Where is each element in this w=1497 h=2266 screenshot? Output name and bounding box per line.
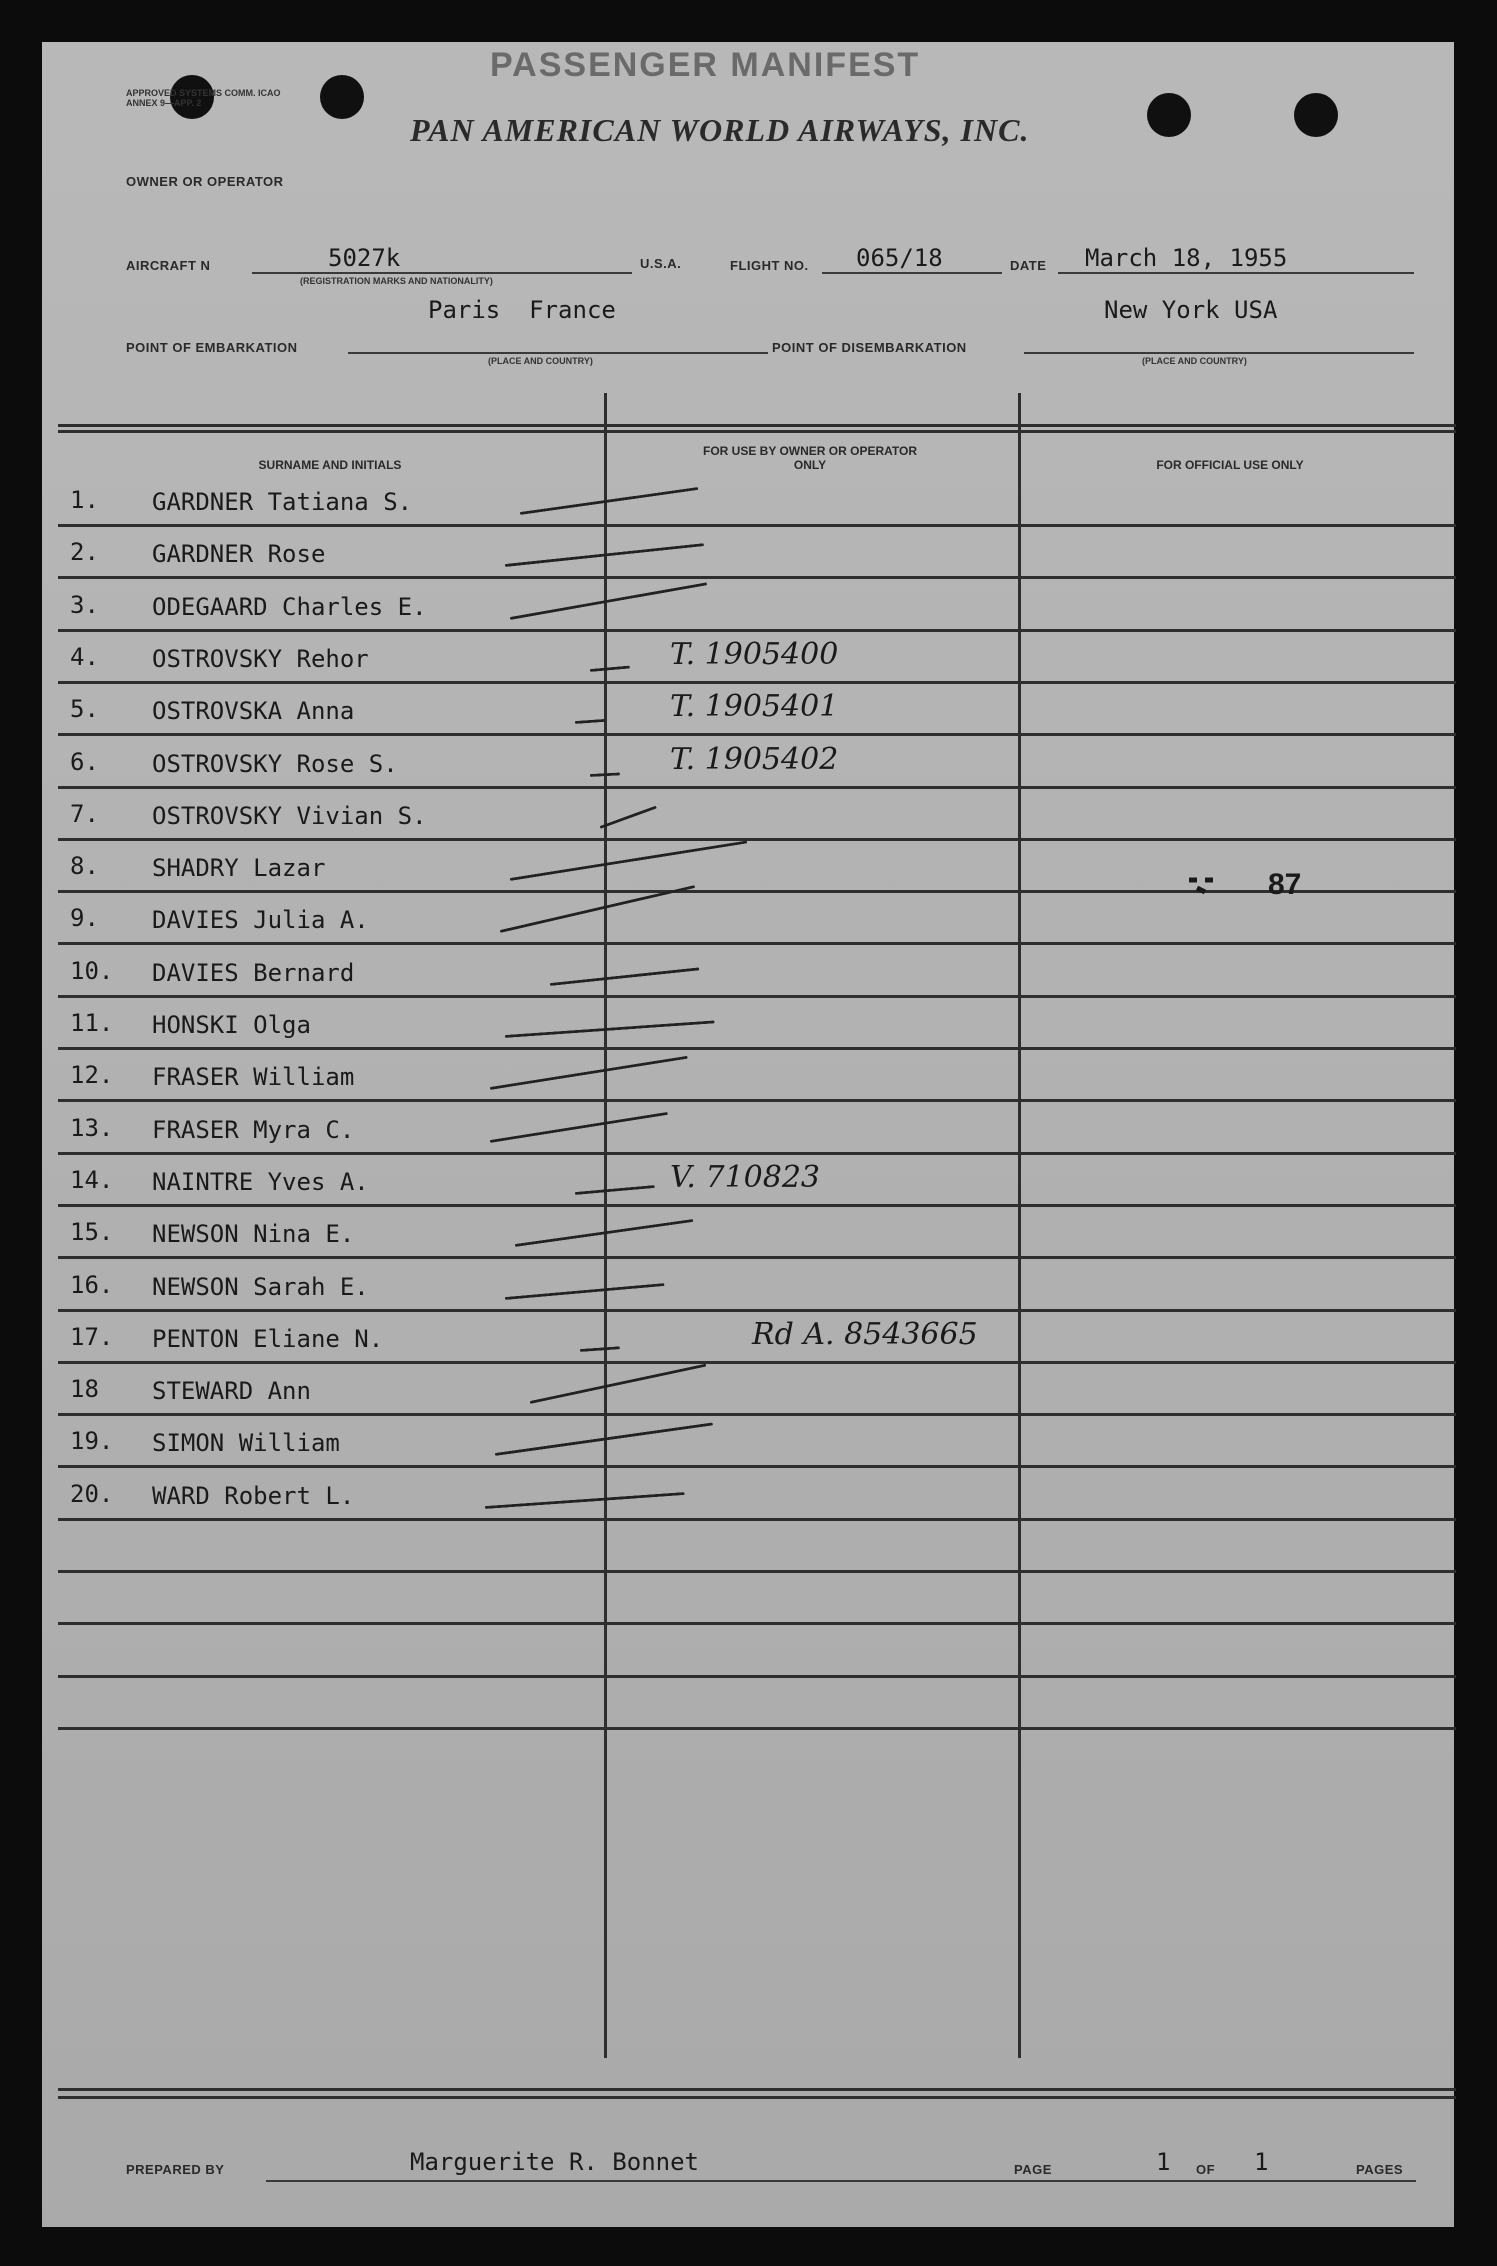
flight-label: FLIGHT NO. (730, 258, 809, 273)
punch-hole (320, 75, 364, 119)
column-divider (604, 393, 607, 2058)
row-rule (58, 1675, 1456, 1678)
row-rule (58, 942, 1456, 945)
punch-hole (1294, 93, 1338, 137)
row-number: 3. (70, 590, 99, 619)
row-number: 20. (70, 1479, 114, 1508)
row-number: 9. (70, 904, 99, 933)
disembarkation-label: POINT OF DISEMBARKATION (772, 340, 967, 355)
official-note: 87 (1268, 868, 1302, 901)
date-underline (1058, 272, 1414, 274)
prepared-label: PREPARED BY (126, 2162, 225, 2177)
passenger-name: SHADRY Lazar (152, 854, 326, 883)
passenger-name: OSTROVSKY Vivian S. (152, 801, 427, 830)
row-rule (58, 576, 1456, 579)
passenger-name: FRASER Myra C. (152, 1115, 355, 1144)
column-header-official: FOR OFFICIAL USE ONLY (1156, 458, 1304, 472)
row-rule (58, 524, 1456, 527)
row-rule (58, 681, 1456, 684)
passenger-name: GARDNER Tatiana S. (152, 488, 413, 516)
row-rule (58, 786, 1456, 789)
disembarkation-value: New York USA (1104, 296, 1278, 324)
passenger-name: SIMON William (152, 1429, 340, 1458)
row-rule (58, 1204, 1456, 1207)
passport-note: V. 710823 (670, 1159, 821, 1195)
embarkation-underline (348, 352, 768, 354)
row-rule (58, 733, 1456, 736)
row-rule (58, 1361, 1456, 1364)
airline-name: PAN AMERICAN WORLD AIRWAYS, INC. (410, 112, 1030, 148)
page-label: PAGE (1014, 2162, 1052, 2177)
row-rule (58, 995, 1456, 998)
passenger-name: HONSKI Olga (152, 1011, 311, 1039)
approval-text: APPROVED SYSTEMS COMM. ICAO ANNEX 9—APP. 2 (126, 88, 281, 108)
column-header-owner: FOR USE BY OWNER OR OPERATOR ONLY (702, 444, 918, 472)
embarkation-value: Paris France (428, 296, 616, 324)
aircraft-label: AIRCRAFT N (126, 258, 211, 273)
row-number: 4. (70, 642, 99, 671)
passport-note: T. 1905402 (670, 741, 839, 777)
row-rule (58, 1256, 1456, 1259)
table-top-rule (58, 430, 1456, 433)
passport-note: Rd A. 8543665 (752, 1316, 978, 1352)
place-caption-2: (PLACE AND COUNTRY) (1142, 356, 1247, 366)
passenger-name: PENTON Eliane N. (152, 1324, 384, 1353)
row-number: 1. (70, 486, 99, 514)
row-number: 5. (70, 695, 99, 724)
row-rule (58, 1099, 1456, 1102)
row-rule (58, 1047, 1456, 1050)
row-rule (58, 838, 1456, 841)
passenger-name: NEWSON Sarah E. (152, 1272, 369, 1301)
row-rule (58, 890, 1456, 893)
row-rule (58, 629, 1456, 632)
row-number: 14. (70, 1165, 114, 1194)
usa-label: U.S.A. (640, 256, 682, 271)
flight-value: 065/18 (856, 244, 943, 272)
embarkation-label: POINT OF EMBARKATION (126, 340, 298, 355)
table-bottom-rule (58, 2088, 1456, 2091)
passenger-name: DAVIES Bernard (152, 958, 355, 987)
row-number: 6. (70, 747, 99, 776)
row-number: 10. (70, 956, 114, 985)
place-caption-1: (PLACE AND COUNTRY) (488, 356, 593, 366)
row-number: 2. (70, 538, 99, 567)
row-number: 7. (70, 799, 99, 828)
table-top-rule (58, 424, 1456, 427)
passport-note: T. 1905400 (670, 636, 839, 672)
prepared-value: Marguerite R. Bonnet (410, 2148, 699, 2176)
pages-value: 1 (1254, 2148, 1269, 2176)
page-value: 1 (1156, 2148, 1171, 2176)
passenger-name: FRASER William (152, 1063, 355, 1092)
row-rule (58, 1570, 1456, 1573)
row-rule (58, 1413, 1456, 1416)
passenger-name: OSTROVSKY Rose S. (152, 749, 398, 778)
passenger-name: DAVIES Julia A. (152, 906, 369, 935)
date-value: March 18, 1955 (1085, 244, 1288, 272)
passport-note: T. 1905401 (670, 689, 839, 725)
passenger-name: ODEGAARD Charles E. (152, 592, 427, 621)
passenger-name: NEWSON Nina E. (152, 1220, 355, 1249)
disembarkation-underline (1024, 352, 1414, 354)
row-number: 11. (70, 1009, 114, 1037)
passenger-name: STEWARD Ann (152, 1377, 311, 1406)
table-bottom-rule (58, 2096, 1456, 2099)
column-header-surname: SURNAME AND INITIALS (258, 458, 402, 472)
row-number: 8. (70, 852, 99, 881)
owner-label: OWNER OR OPERATOR (126, 174, 284, 189)
aircraft-value: 5027k (328, 244, 401, 272)
page-title: PASSENGER MANIFEST (490, 46, 921, 84)
row-number: 13. (70, 1113, 114, 1142)
row-rule (58, 1465, 1456, 1468)
aircraft-underline (252, 272, 632, 274)
row-rule (58, 1309, 1456, 1312)
row-number: 12. (70, 1061, 114, 1090)
passenger-name: NAINTRE Yves A. (152, 1167, 369, 1196)
punch-hole (1147, 93, 1191, 137)
row-number: 18 (70, 1375, 99, 1404)
row-number: 16. (70, 1270, 114, 1299)
of-label: OF (1196, 2162, 1216, 2177)
date-label: DATE (1010, 258, 1047, 273)
passenger-name: OSTROVSKA Anna (152, 697, 355, 726)
row-rule (58, 1152, 1456, 1155)
passenger-name: GARDNER Rose (152, 540, 326, 569)
passenger-name: OSTROVSKY Rehor (152, 644, 369, 673)
row-rule (58, 1518, 1456, 1521)
footer-underline (266, 2180, 1416, 2182)
row-number: 15. (70, 1218, 114, 1247)
row-rule (58, 1727, 1456, 1730)
pages-label: PAGES (1356, 2162, 1404, 2177)
official-stamp-mark (1183, 868, 1223, 898)
registration-caption: (REGISTRATION MARKS AND NATIONALITY) (300, 276, 493, 286)
passenger-name: WARD Robert L. (152, 1481, 355, 1510)
row-number: 19. (70, 1427, 114, 1456)
row-number: 17. (70, 1322, 114, 1351)
flight-underline (822, 272, 1002, 274)
row-rule (58, 1622, 1456, 1625)
column-divider (1018, 393, 1021, 2058)
